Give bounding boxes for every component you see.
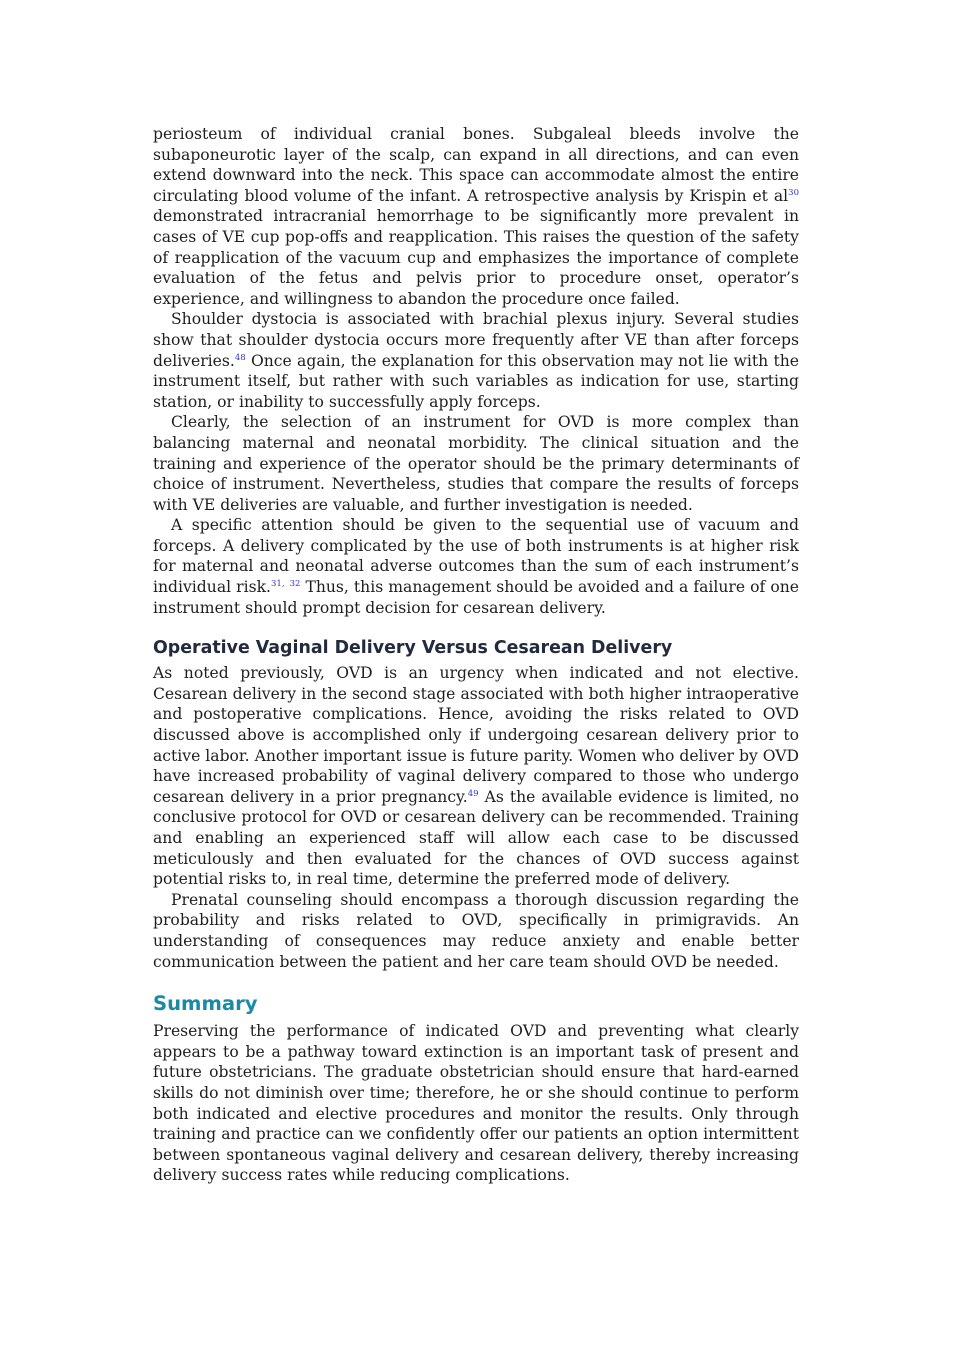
reference-link-48[interactable]: 48 — [234, 352, 246, 363]
reference-link-49[interactable]: 49 — [467, 788, 479, 799]
paragraph-text: Thus, this management should be avoided and a failure of one instrument should prompt decision for cesarean delivery. — [153, 578, 799, 617]
reference-link-31[interactable]: 31, — [271, 578, 285, 589]
paragraph-text: A specific attention should be given to the sequential use of vacuum and forceps. A delivery complicated by the use of both instruments is at higher risk for maternal and neonatal adverse outcomes than the sum of each instrument’s individual risk. — [153, 516, 799, 597]
paragraph-text: Once again, the explanation for this observation may not lie with the instrument itself, but rather with such variables as indication for use, starting station, or inability to successfully apply forceps. — [153, 351, 799, 411]
section-heading-ovd-vs-cesarean: Operative Vaginal Delivery Versus Cesarean Delivery — [153, 638, 673, 659]
paragraph-text: demonstrated intracranial hemorrhage to be significantly more prevalent in cases of VE cup pop-offs and reapplication. This raises the question of the safety of reapplication of the vacuum cup and emphasizes the importance of complete evaluation of the fetus and pelvis prior to procedure onset, operator’s experience, and willingness to abandon the procedure once failed. — [153, 207, 799, 308]
paragraph-text: Shoulder dystocia is associated with brachial plexus injury. Several studies show that shoulder dystocia occurs more frequently after VE than after forceps deliveries. — [153, 310, 799, 370]
ovd-paragraph-2: Prenatal counseling should encompass a thorough discussion regarding the probability and risks related to OVD, specifically in primigravids. An understanding of consequences may reduce anxiety and enable better communication between the patient and her care team should OVD be needed. — [153, 890, 799, 971]
paragraph-text: As noted previously, OVD is an urgency when indicated and not elective. Cesarean delivery in the second stage associated with both higher intraoperative and postoperative complications. Hence, avoiding the risks related to OVD discussed above is accomplished only if undergoing cesarean delivery prior to active labor. Another important issue is future parity. Women who deliver by OVD have increased probability of vaginal delivery compared to those who undergo cesarean delivery in a prior pregnancy. — [153, 664, 799, 806]
body-paragraph-2 — [153, 309, 799, 412]
body-paragraph-1 — [153, 124, 799, 309]
section-heading-summary: Summary — [153, 992, 258, 1016]
reference-link-32[interactable]: 32 — [289, 578, 301, 589]
body-paragraph-3: Clearly, the selection of an instrument for OVD is more complex than balancing maternal and neonatal morbidity. The clinical situation and the training and experience of the operator should be the primary determinants of choice of instrument. Nevertheless, studies that compare the results of forceps with VE deliveries are valuable, and further investigation is needed. — [153, 413, 799, 514]
summary-paragraph-1: Preserving the performance of indicated OVD and preventing what clearly appears to be a pathway toward extinction is an important task of present and future obstetricians. The graduate obstetrician should ensure that hard-earned skills do not diminish over time; therefore, he or she should continue to perform both indicated and elective procedures and monitor the results. Only through training and practice can we confidently offer our patients an option intermittent between spontaneous vaginal delivery and cesarean delivery, thereby increasing delivery success rates while reducing complications. — [153, 1022, 799, 1185]
body-paragraph-4 — [153, 515, 799, 618]
paragraph-text: periosteum of individual cranial bones. Subgaleal bleeds involve the subaponeurotic layer of the scalp, can expand in all directions, and can even extend downward into the neck. This space can accommodate almost the entire circulating blood volume of the infant. A retrospective analysis by Krispin et al — [153, 125, 799, 205]
paragraph-text: As the available evidence is limited, no conclusive protocol for OVD or cesarean delivery can be recommended. Training and enabling an experienced staff will allow each case to be discussed meticulously and then evaluated for the chances of OVD success against potential risks to, in real time, determine the preferred mode of delivery. — [153, 787, 799, 889]
reference-link-30[interactable]: 30 — [788, 187, 799, 198]
article-page — [153, 124, 799, 1186]
ovd-paragraph-1 — [153, 663, 799, 890]
